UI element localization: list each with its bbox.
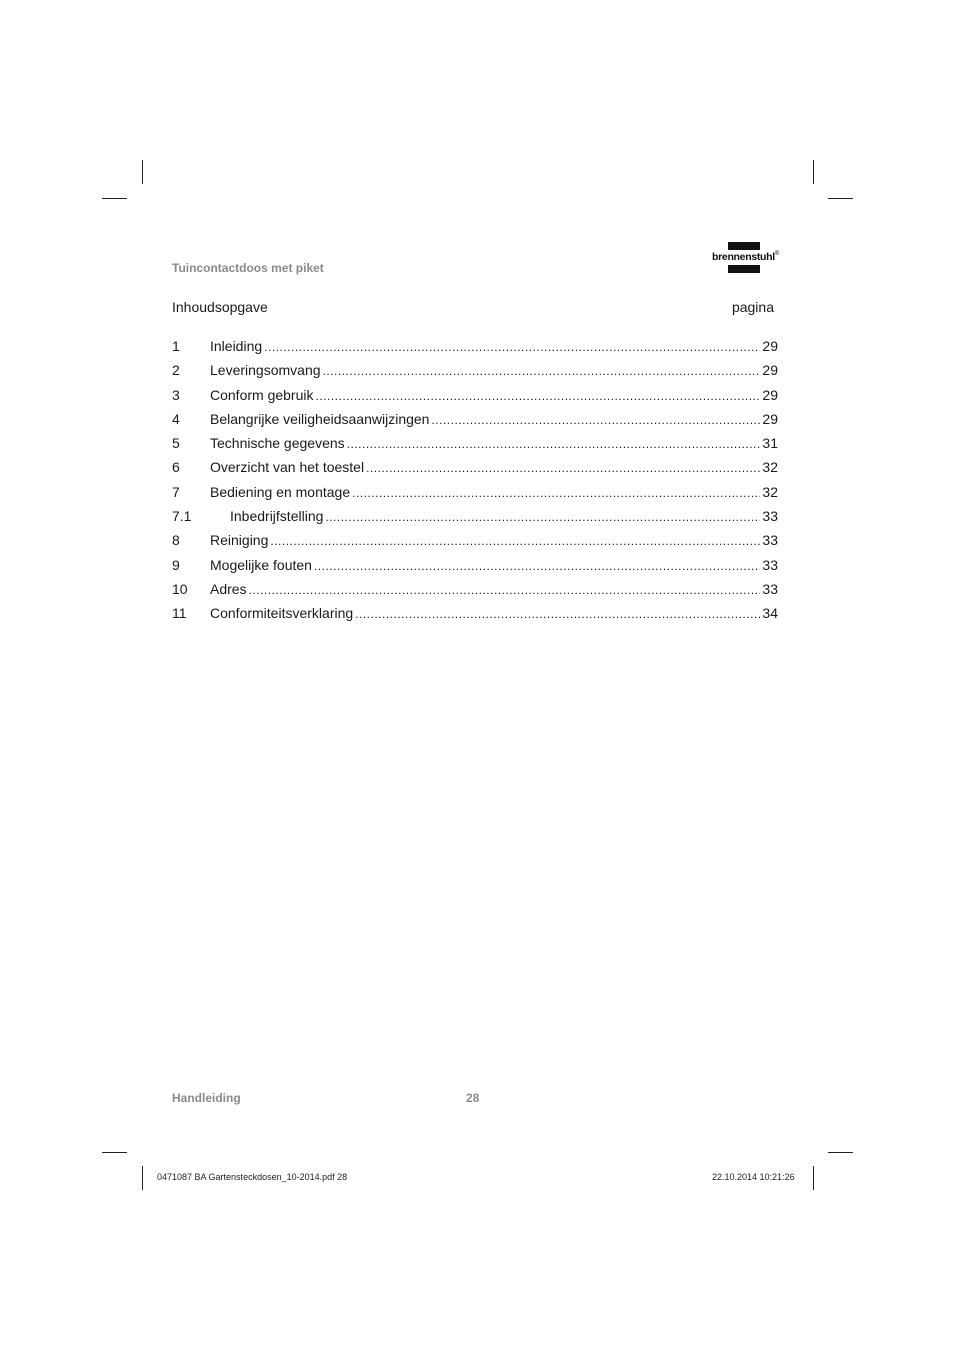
toc-entry-title: Inleiding: [210, 338, 263, 354]
toc-entry[interactable]: [172, 362, 778, 386]
toc-entry-number: 4: [172, 410, 180, 427]
toc-entry-page: 33: [762, 556, 778, 573]
toc-entry-number: 2: [172, 362, 180, 379]
toc-dot-leader: [352, 486, 760, 500]
toc-entry-title: Bediening en montage: [210, 483, 351, 500]
toc-entry-title: Inbedrijfstelling: [230, 508, 324, 525]
toc-entry-page: 29: [762, 362, 778, 379]
toc-entry-page: 33: [762, 508, 778, 525]
brennenstuhl-logo: [712, 242, 782, 276]
toc-entry-page: 29: [762, 386, 778, 403]
logo-registered-mark: ®: [774, 251, 780, 257]
toc-dot-leader: [323, 364, 761, 378]
toc-dot-leader: [366, 461, 760, 475]
toc-dot-leader: [314, 559, 760, 573]
toc-entry-title: Reiniging: [210, 532, 269, 549]
logo-text: brennenstuhl: [712, 251, 775, 263]
toc-entry-page: 31: [762, 435, 778, 452]
toc-entry-title: Conformiteitsverklaring: [210, 605, 354, 622]
toc-entry-title: Conform gebruik: [210, 386, 314, 403]
toc-entry[interactable]: [172, 387, 778, 411]
toc-entry-title: Mogelijke fouten: [210, 556, 312, 573]
crop-mark-top-right-horizontal: [828, 198, 853, 199]
toc-heading: Inhoudsopgave: [172, 299, 268, 315]
toc-entry-number: 7: [172, 483, 180, 500]
toc-subentry[interactable]: [172, 508, 778, 532]
toc-entry-page: 32: [762, 483, 778, 500]
toc-entry-number: 5: [172, 435, 180, 452]
toc-entry-number: 3: [172, 386, 180, 403]
toc-entry-title: Technische gegevens: [210, 435, 345, 452]
toc-entry-title: Belangrijke veiligheidsaanwijzingen: [210, 410, 430, 427]
toc-dot-leader: [355, 607, 760, 621]
toc-entry[interactable]: [172, 338, 778, 362]
toc-dot-leader: [264, 340, 760, 354]
table-of-contents: [172, 338, 778, 630]
toc-entry[interactable]: [172, 557, 778, 581]
logo-bar-top: [728, 242, 760, 250]
toc-dot-leader: [347, 437, 761, 451]
toc-entry-title: Overzicht van het toestel: [210, 459, 365, 476]
crop-mark-bottom-right-horizontal: [828, 1152, 853, 1153]
crop-mark-bottom-left-vertical: [142, 1166, 143, 1190]
crop-mark-top-right-vertical: [813, 160, 814, 184]
toc-dot-leader: [270, 534, 760, 548]
toc-entry[interactable]: [172, 411, 778, 435]
toc-page-label: pagina: [731, 299, 774, 315]
toc-entry-title: Leveringsomvang: [210, 362, 321, 379]
toc-dot-leader: [431, 413, 760, 427]
toc-dot-leader: [325, 510, 760, 524]
footer-page-number: 28: [466, 1091, 480, 1105]
toc-entry[interactable]: [172, 435, 778, 459]
toc-dot-leader: [316, 389, 761, 403]
toc-entry-page: 34: [762, 605, 778, 622]
toc-entry-page: 33: [762, 532, 778, 549]
toc-entry-title: Adres: [210, 580, 247, 597]
crop-mark-top-left-vertical: [142, 160, 143, 184]
toc-entry-page: 29: [762, 338, 778, 354]
toc-entry-number: 6: [172, 459, 180, 476]
toc-heading-row: [172, 299, 774, 315]
footer-label: Handleiding: [172, 1091, 241, 1105]
print-slug-timestamp: 22.10.2014 10:21:26: [712, 1172, 795, 1182]
toc-entry-number: 11: [172, 605, 187, 622]
document-header-title: Tuincontactdoos met piket: [172, 261, 324, 275]
crop-mark-bottom-left-horizontal: [102, 1152, 127, 1153]
toc-entry-number: 1: [172, 338, 180, 354]
toc-entry-page: 32: [762, 459, 778, 476]
toc-entry[interactable]: [172, 605, 778, 629]
print-slug-filename: 0471087 BA Gartensteckdosen_10-2014.pdf 28: [157, 1172, 348, 1182]
toc-dot-leader: [249, 583, 761, 597]
toc-entry-number: 8: [172, 532, 180, 549]
toc-entry-page: 33: [762, 580, 778, 597]
toc-entry-number: 10: [172, 580, 188, 597]
crop-mark-top-left-horizontal: [102, 198, 127, 199]
toc-entry[interactable]: [172, 581, 778, 605]
toc-entry[interactable]: [172, 532, 778, 556]
toc-entry[interactable]: [172, 484, 778, 508]
toc-entry[interactable]: [172, 459, 778, 483]
toc-entry-number: 7.1: [172, 508, 192, 525]
logo-bar-bottom: [728, 265, 760, 273]
toc-entry-page: 29: [762, 410, 778, 427]
logo-wordmark: [712, 251, 779, 263]
crop-mark-bottom-right-vertical: [813, 1166, 814, 1190]
toc-entry-number: 9: [172, 556, 180, 573]
